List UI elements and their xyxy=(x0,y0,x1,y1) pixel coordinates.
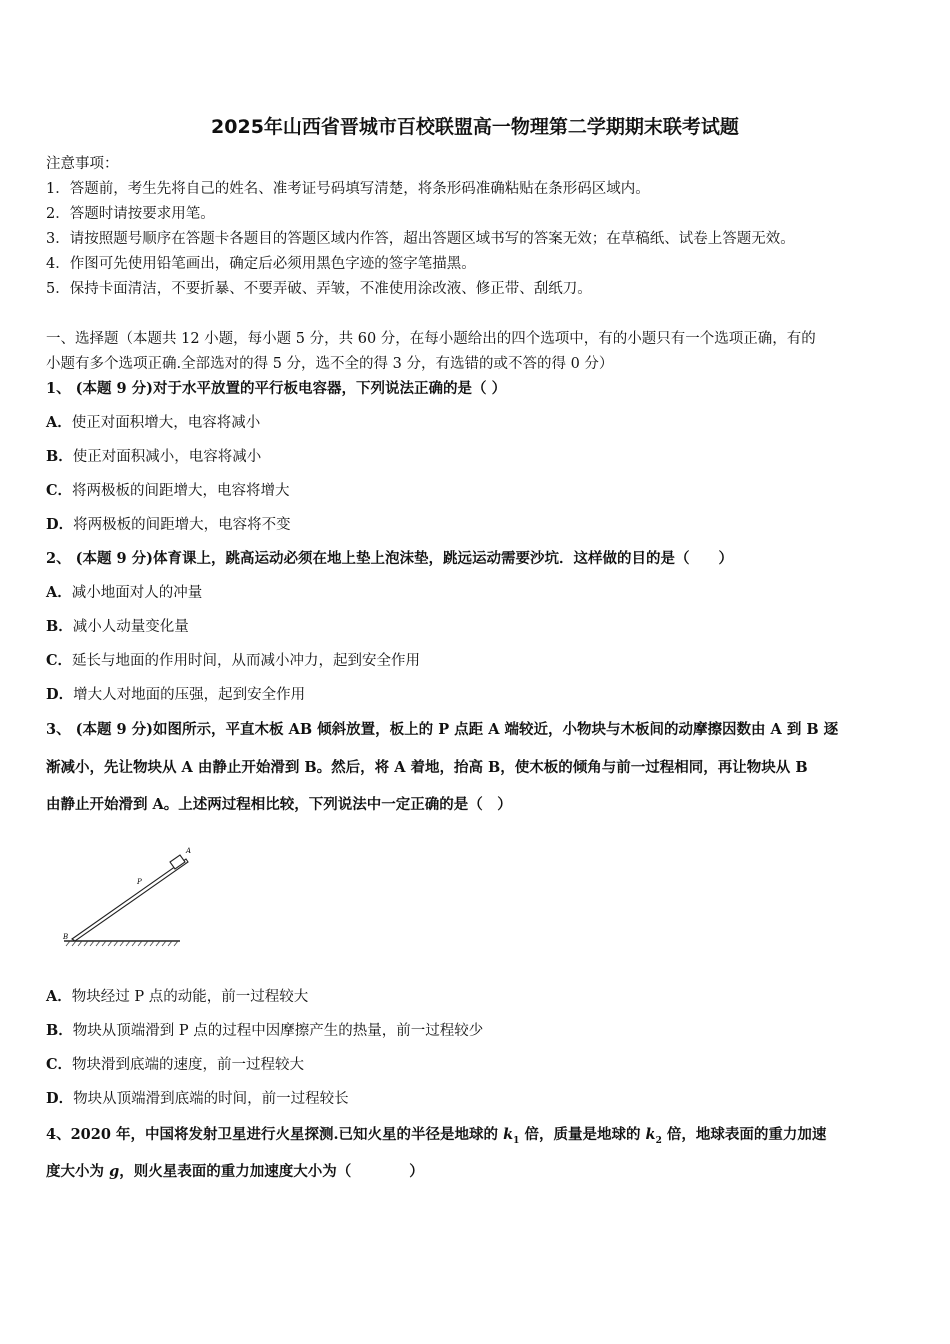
q4-stem-line-1 xyxy=(46,1123,826,1146)
label-b: B xyxy=(63,933,69,941)
q3-stem-line-1: 3、 (本题 9 分)如图所示，平直木板 AB 倾斜放置，板上的 P 点距 A 端较近，小物块与木板间的动摩擦因数由 A 到 B 逐 xyxy=(46,721,839,738)
q3-option-b xyxy=(46,1019,483,1040)
option-key: C． xyxy=(46,1056,73,1073)
notice-item-5: 5．保持卡面清洁，不要折暴、不要弄破、弄皱，不准使用涂改液、修正带、刮纸刀。 xyxy=(46,281,592,297)
option-text: 物块从顶端滑到底端的时间，前一过程较长 xyxy=(73,1091,349,1107)
q4-text-3: 倍，地球表面的重力加速 xyxy=(661,1126,827,1143)
q3-option-c xyxy=(46,1053,304,1074)
q4-text-5: ，则火星表面的重力加速度大小为（ ） xyxy=(119,1163,424,1180)
q4-g: g xyxy=(109,1163,120,1180)
option-key: A． xyxy=(46,584,72,601)
option-key: D． xyxy=(46,686,74,703)
option-key: B． xyxy=(46,448,73,465)
option-key: C． xyxy=(46,482,73,499)
option-text: 使正对面积增大，电容将减小 xyxy=(71,415,261,431)
option-key: A． xyxy=(46,414,72,431)
option-key: B． xyxy=(46,618,73,635)
notice-item-2: 2．答题时请按要求用笔。 xyxy=(46,206,215,222)
label-p: P xyxy=(137,878,142,886)
option-text: 减小人动量变化量 xyxy=(72,619,189,635)
option-text: 减小地面对人的冲量 xyxy=(71,585,203,601)
ground-hatching xyxy=(66,941,178,946)
q4-text-2: 倍，质量是地球的 xyxy=(519,1126,646,1143)
incline-board-figure xyxy=(58,840,192,950)
option-text: 增大人对地面的压强，起到安全作用 xyxy=(73,687,306,703)
option-text: 物块从顶端滑到 P 点的过程中因摩擦产生的热量，前一过程较少 xyxy=(72,1023,484,1039)
q3-stem-line-3: 由静止开始滑到 A。上述两过程相比较，下列说法中一定正确的是（ ） xyxy=(46,796,512,813)
option-key: B． xyxy=(46,1022,73,1039)
notice-item-1: 1．答题前，考生先将自己的姓名、准考证号码填写清楚，将条形码准确粘贴在条形码区域内。 xyxy=(46,181,650,197)
q2-option-a xyxy=(46,581,202,602)
option-text: 使正对面积减小，电容将减小 xyxy=(72,449,262,465)
q1-stem: 1、 (本题 9 分)对于水平放置的平行板电容器，下列说法正确的是（ ） xyxy=(46,380,507,397)
notice-item-4: 4．作图可先使用铅笔画出，确定后必须用黑色字迹的签字笔描黑。 xyxy=(46,256,476,272)
option-key: D． xyxy=(46,1090,74,1107)
q4-k1-sub: 1 xyxy=(513,1135,520,1146)
option-text: 物块滑到底端的速度，前一过程较大 xyxy=(72,1057,305,1073)
small-block xyxy=(170,855,185,869)
option-text: 将两极板的间距增大，电容将不变 xyxy=(73,517,291,533)
q4-stem-line-2 xyxy=(46,1160,424,1181)
q4-text-4: 度大小为 xyxy=(46,1163,110,1180)
q4-k2: k xyxy=(645,1126,656,1143)
q3-option-d xyxy=(46,1087,349,1108)
option-key: A． xyxy=(46,988,72,1005)
label-a: A xyxy=(186,847,192,855)
q2-stem: 2、 (本题 9 分)体育课上，跳高运动必须在地上垫上泡沫垫，跳远运动需要沙坑．这样做的目的是（ ） xyxy=(46,550,734,567)
page-title: 2025年山西省晋城市百校联盟高一物理第二学期期末联考试题 xyxy=(211,116,739,138)
q1-option-c xyxy=(46,479,290,500)
q2-option-d xyxy=(46,683,305,704)
notice-item-3: 3．请按照题号顺序在答题卡各题目的答题区域内作答，超出答题区域书写的答案无效；在草稿纸、试卷上答题无效。 xyxy=(46,231,795,247)
q1-option-d xyxy=(46,513,291,534)
wooden-board xyxy=(72,859,188,941)
q4-k1: k xyxy=(503,1126,514,1143)
q1-option-a xyxy=(46,411,260,432)
q2-option-b xyxy=(46,615,189,636)
section-heading-line-1: 一、选择题（本题共 12 小题，每小题 5 分，共 60 分，在每小题给出的四个选项中，有的小题只有一个选项正确，有的 xyxy=(46,331,816,347)
option-text: 延长与地面的作用时间，从而减小冲力，起到安全作用 xyxy=(72,653,421,669)
notice-heading: 注意事项： xyxy=(46,156,119,172)
option-text: 物块经过 P 点的动能，前一过程较大 xyxy=(71,989,309,1005)
option-key: D． xyxy=(46,516,74,533)
q3-stem-line-2: 渐减小，先让物块从 A 由静止开始滑到 B。然后，将 A 着地，抬高 B，使木板的倾角与前一过程相同，再让物块从 B xyxy=(46,759,808,776)
option-key: C． xyxy=(46,652,73,669)
q1-option-b xyxy=(46,445,261,466)
q3-option-a xyxy=(46,985,308,1006)
option-text: 将两极板的间距增大，电容将增大 xyxy=(72,483,290,499)
q4-k2-sub: 2 xyxy=(655,1135,662,1146)
q4-text-1: 4、2020 年，中国将发射卫星进行火星探测.已知火星的半径是地球的 xyxy=(46,1126,504,1143)
q2-option-c xyxy=(46,649,420,670)
section-heading-line-2: 小题有多个选项正确.全部选对的得 5 分，选不全的得 3 分，有选错的或不答的得 0 分） xyxy=(46,356,614,372)
